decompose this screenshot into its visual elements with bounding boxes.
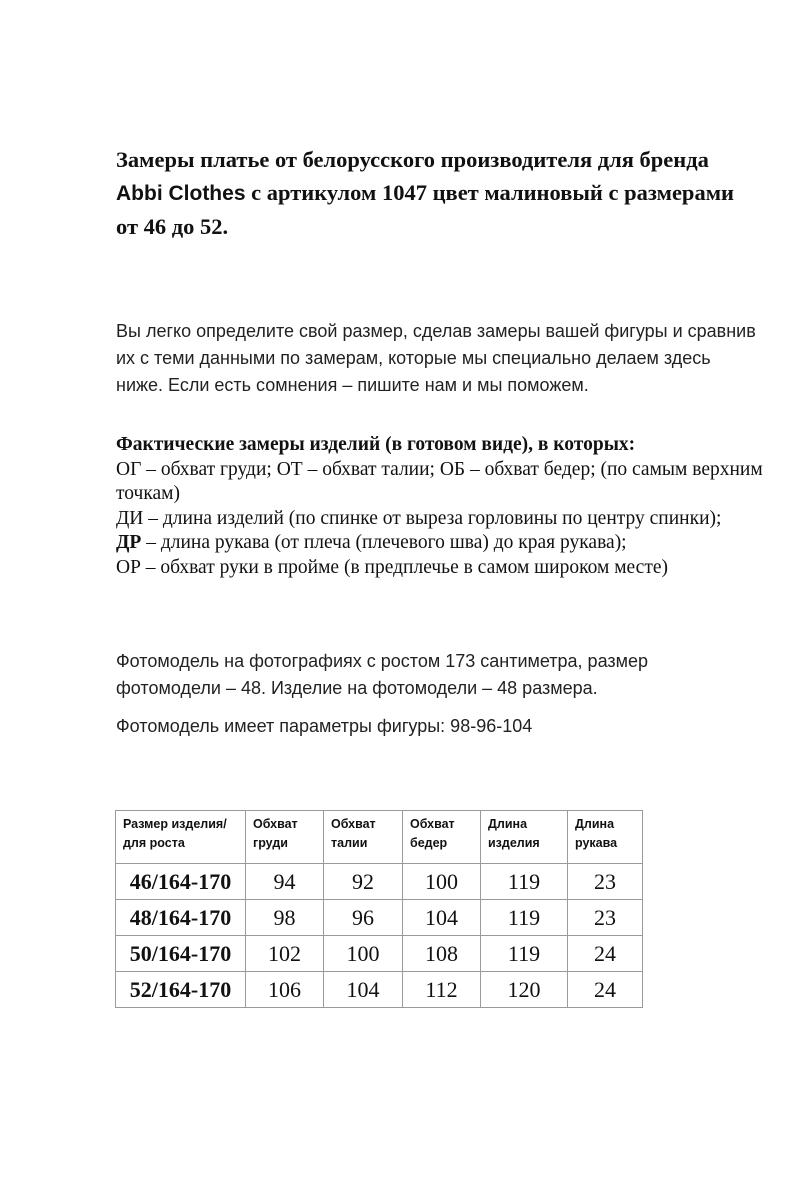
table-cell: 98 [246, 900, 324, 936]
measures-dr-abbr: ДР [116, 532, 142, 553]
table-cell: 23 [568, 864, 643, 900]
brand-name: Abbi Clothes [116, 182, 246, 205]
table-cell: 100 [324, 936, 403, 972]
table-cell: 96 [324, 900, 403, 936]
table-cell: 102 [246, 936, 324, 972]
intro-paragraph: Вы легко определите свой размер, сделав замеры вашей фигуры и сравнив их с теми данными по замерам, которые мы специально делаем здесь ниже. Если есть сомнения – пишите нам и мы поможем. [116, 321, 756, 395]
size-table [115, 810, 643, 1008]
measures-line-or: ОР – обхват руки в пройме (в предплечье в самом широком месте) [116, 556, 668, 578]
table-header-cell: Обхват бедер [403, 811, 481, 864]
table-cell: 24 [568, 972, 643, 1008]
table-cell: 119 [481, 936, 568, 972]
intro-section [116, 318, 756, 399]
measures-dr-text: – длина рукава (от плеча (плечевого шва) до края рукава); [141, 532, 627, 553]
table-cell: 104 [403, 900, 481, 936]
measures-heading: Фактические замеры изделий (в готовом виде), в которых: [116, 434, 636, 455]
measures-line-di: ДИ – длина изделий (по спинке от выреза горловины по центру спинки); [116, 507, 722, 529]
model-params-text: Фотомодель имеет параметры фигуры: 98-96-104 [116, 716, 533, 736]
table-cell-size: 48/164-170 [116, 900, 246, 936]
model-info [116, 648, 756, 740]
table-header-cell: Обхват талии [324, 811, 403, 864]
table-header-cell: Обхват груди [246, 811, 324, 864]
table-cell: 119 [481, 900, 568, 936]
page-title [116, 143, 756, 243]
table-cell: 112 [403, 972, 481, 1008]
model-height-text: Фотомодель на фотографиях с ростом 173 сантиметра, размер фотомодели – 48. Изделие на фотомодели – 48 размера. [116, 651, 649, 698]
table-cell: 100 [403, 864, 481, 900]
table-header-row [116, 811, 643, 864]
table-cell: 24 [568, 936, 643, 972]
table-cell-size: 52/164-170 [116, 972, 246, 1008]
table-row [116, 864, 643, 900]
title-part2: с артикулом 1047 цвет малиновый с размерами от 46 до 52. [116, 180, 734, 239]
table-row [116, 936, 643, 972]
table-header-cell: Размер изделия/для роста [116, 811, 246, 864]
measures-legend [116, 433, 766, 580]
table-cell: 108 [403, 936, 481, 972]
table-cell-size: 46/164-170 [116, 864, 246, 900]
table-cell: 120 [481, 972, 568, 1008]
title-part1: Замеры платье от белорусского производителя для бренда [116, 147, 709, 172]
table-cell: 23 [568, 900, 643, 936]
table-cell-size: 50/164-170 [116, 936, 246, 972]
table-cell: 106 [246, 972, 324, 1008]
measures-line-dr [116, 531, 766, 556]
table-row [116, 900, 643, 936]
table-row [116, 972, 643, 1008]
table-header-cell: Длина изделия [481, 811, 568, 864]
measures-line-og: ОГ – обхват груди; ОТ – обхват талии; ОБ – обхват бедер; (по самым верхним точкам) [116, 458, 763, 504]
table-cell: 104 [324, 972, 403, 1008]
table-cell: 94 [246, 864, 324, 900]
table-header-cell: Длина рукава [568, 811, 643, 864]
table-cell: 119 [481, 864, 568, 900]
table-cell: 92 [324, 864, 403, 900]
